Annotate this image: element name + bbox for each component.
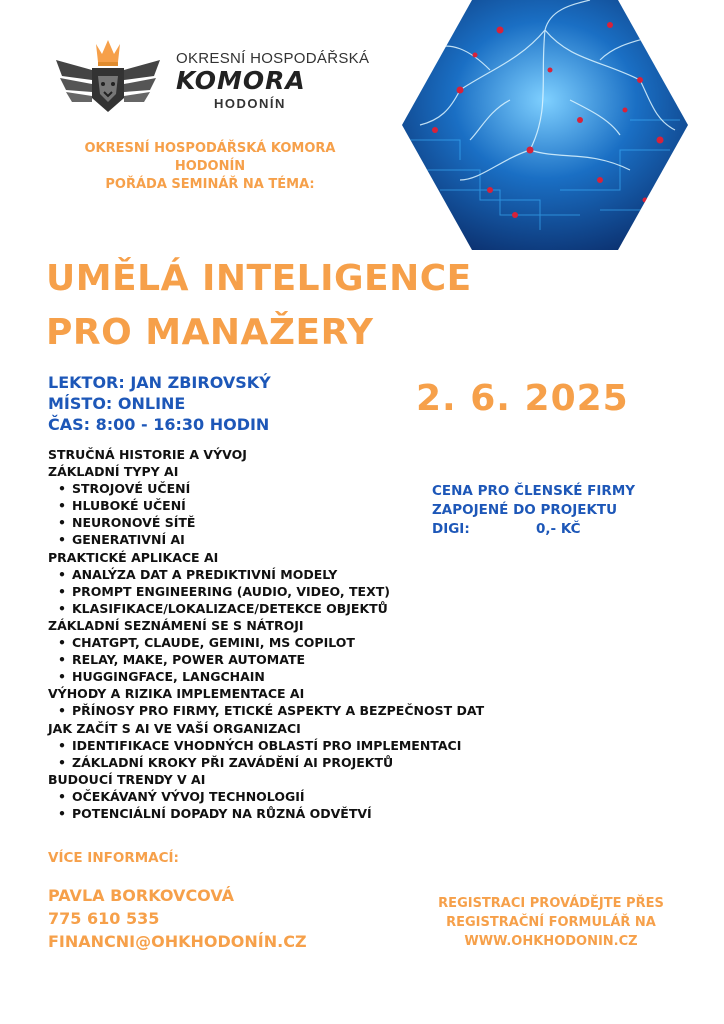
- seminar-title: [46, 252, 472, 360]
- agenda-bullet-item: • KLASIFIKACE/LOKALIZACE/DETEKCE OBJEKTŮ: [48, 600, 588, 617]
- agenda-bullet-item: • RELAY, MAKE, POWER AUTOMATE: [48, 651, 588, 668]
- agenda-bullet-item: • NEURONOVÉ SÍTĚ: [48, 514, 588, 531]
- organizer-line1: OKRESNÍ HOSPODÁŘSKÁ KOMORA: [84, 141, 336, 156]
- price-value: 0,- KČ: [536, 521, 581, 537]
- agenda-bullet-item: • GENERATIVNÍ AI: [48, 531, 588, 548]
- agenda-heading: PRAKTICKÉ APLIKACE AI: [48, 549, 219, 565]
- ai-neural-network-image: [400, 0, 690, 250]
- price-line1: CENA PRO ČLENSKÉ FIRMY: [432, 483, 636, 499]
- contact-info: [48, 884, 307, 953]
- organizer-text: [40, 140, 380, 194]
- agenda-heading: STRUČNÁ HISTORIE A VÝVOJ: [48, 447, 247, 462]
- agenda-heading: VÝHODY A RIZIKA IMPLEMENTACE AI: [48, 686, 305, 702]
- agenda-heading: JAK ZAČÍT S AI VE VAŠÍ ORGANIZACI: [48, 720, 301, 736]
- agenda-heading: ZÁKLADNÍ SEZNÁMENÍ SE S NÁTROJI: [48, 617, 304, 633]
- lector-text: LEKTOR: JAN ZBIROVSKÝ: [48, 373, 271, 392]
- agenda-heading: ZÁKLADNÍ TYPY AI: [48, 464, 179, 480]
- more-info-heading: VÍCE INFORMACÍ:: [48, 850, 179, 866]
- agenda-bullet-item: • CHATGPT, CLAUDE, GEMINI, MS COPILOT: [48, 634, 588, 651]
- title-line1: UMĚLÁ INTELIGENCE: [46, 258, 472, 299]
- agenda-bullet-item: • PŘÍNOSY PRO FIRMY, ETICKÉ ASPEKTY A BEZPEČNOST DAT: [48, 702, 588, 719]
- agenda-bullet-item: • IDENTIFIKACE VHODNÝCH OBLASTÍ PRO IMPLEMENTACI: [48, 737, 588, 754]
- agenda-bullet-item: • HLUBOKÉ UČENÍ: [48, 497, 588, 514]
- price-info: [432, 482, 635, 539]
- logo-text-line1: OKRESNÍ HOSPODÁŘSKÁ: [176, 50, 370, 67]
- price-line2: ZAPOJENÉ DO PROJEKTU: [432, 502, 618, 518]
- logo-text-line2: KOMORA: [176, 66, 306, 95]
- contact-email[interactable]: FINANCNI@OHKHODONÍN.CZ: [48, 932, 307, 951]
- organizer-line2: HODONÍN: [174, 159, 246, 174]
- logo-text-line3: HODONÍN: [214, 96, 286, 111]
- price-label: DIGI:: [432, 521, 470, 537]
- agenda-bullet-item: • ANALÝZA DAT A PREDIKTIVNÍ MODELY: [48, 566, 588, 583]
- seminar-date: 2. 6. 2025: [416, 378, 629, 419]
- contact-name: PAVLA BORKOVCOVÁ: [48, 886, 235, 905]
- registration-line2: REGISTRAČNÍ FORMULÁŘ NA: [446, 915, 656, 930]
- registration-info: [410, 894, 692, 951]
- agenda-heading: BUDOUCÍ TRENDY V AI: [48, 771, 206, 787]
- agenda-bullet-item: • POTENCIÁLNÍ DOPADY NA RŮZNÁ ODVĚTVÍ: [48, 805, 588, 822]
- price-line3: [432, 520, 635, 539]
- seminar-details: [48, 372, 271, 435]
- title-line2: PRO MANAŽERY: [46, 312, 374, 353]
- agenda-bullet-item: • OČEKÁVANÝ VÝVOJ TECHNOLOGIÍ: [48, 788, 588, 805]
- chamber-logo-icon: [52, 36, 172, 116]
- agenda-bullet-item: • ZÁKLADNÍ KROKY PŘI ZAVÁDĚNÍ AI PROJEKTŮ: [48, 754, 588, 771]
- registration-line1: REGISTRACI PROVÁDĚJTE PŘES: [438, 896, 664, 911]
- place-text: MÍSTO: ONLINE: [48, 394, 186, 413]
- registration-link[interactable]: WWW.OHKHODONIN.CZ: [464, 934, 638, 949]
- agenda-bullet-item: • PROMPT ENGINEERING (AUDIO, VIDEO, TEXT): [48, 583, 588, 600]
- time-text: ČAS: 8:00 - 16:30 HODIN: [48, 415, 270, 434]
- agenda-bullet-item: • HUGGINGFACE, LANGCHAIN: [48, 668, 588, 685]
- agenda-bullet-item: • STROJOVÉ UČENÍ: [48, 480, 588, 497]
- organizer-line3: POŘÁDA SEMINÁŘ NA TÉMA:: [105, 177, 315, 192]
- contact-phone[interactable]: 775 610 535: [48, 909, 160, 928]
